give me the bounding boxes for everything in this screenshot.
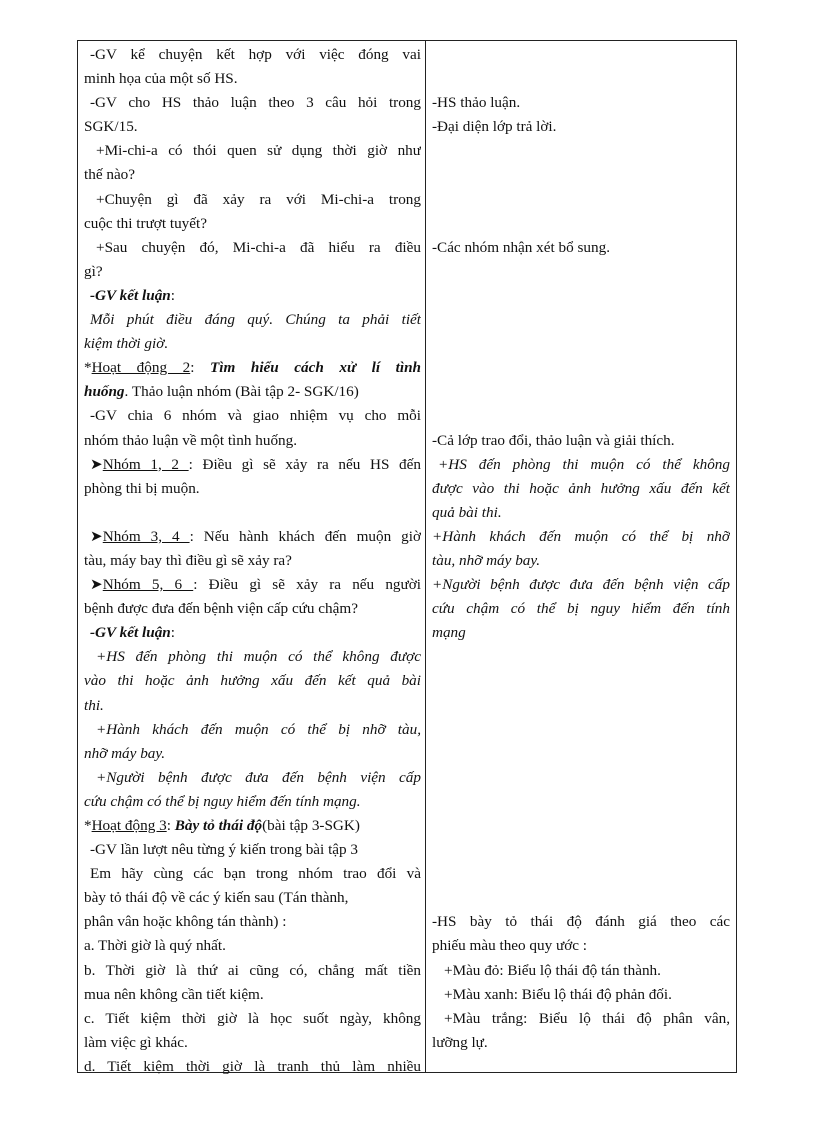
lesson-table bbox=[77, 40, 737, 1073]
blank-line bbox=[84, 501, 421, 525]
arrow-bullet-icon: ➤ bbox=[90, 527, 103, 545]
blank-line bbox=[432, 838, 730, 862]
text-line: -Đại diện lớp trả lời. bbox=[432, 118, 557, 136]
blank-line bbox=[432, 718, 730, 742]
text-line: +Màu đỏ: Biểu lộ thái độ tán thành. bbox=[444, 961, 661, 979]
group-question: : Điều gì sẽ xảy ra nếu HS đến bbox=[188, 455, 421, 473]
text-line: thi. bbox=[84, 696, 104, 714]
conclusion-heading bbox=[84, 284, 421, 308]
text-line: phòng thi bị muộn. bbox=[84, 479, 200, 497]
colon: : bbox=[170, 286, 175, 304]
blank-line bbox=[432, 886, 730, 910]
teacher-activities-column bbox=[78, 41, 426, 1075]
text-line: -HS bày tỏ thái độ đánh giá theo các bbox=[432, 913, 730, 931]
text-line: +Hành khách đến muộn có thể bị nhỡ tàu, bbox=[96, 720, 421, 738]
group-label: Nhóm 1, 2 bbox=[102, 455, 189, 473]
text-line: b. Thời giờ là thứ ai cũng có, chẳng mất tiền bbox=[84, 961, 421, 979]
colon: : bbox=[190, 359, 211, 377]
conclusion-label: -GV kết luận bbox=[90, 624, 171, 642]
activity-2-heading bbox=[84, 356, 421, 380]
text-line: kiệm thời giờ. bbox=[84, 335, 169, 353]
text-line: +Mi-chi-a có thói quen sử dụng thời giờ như bbox=[96, 142, 421, 160]
text-line: -Các nhóm nhận xét bổ sung. bbox=[432, 238, 611, 256]
text-line: phiếu màu theo quy ước : bbox=[432, 937, 588, 955]
blank-line bbox=[432, 284, 730, 308]
text-line: Em hãy cùng các bạn trong nhóm trao đổi và bbox=[90, 865, 421, 883]
activity-2-title: Tìm hiểu cách xử lí tình bbox=[210, 359, 421, 377]
text-line: -GV kể chuyện kết hợp với việc đóng vai bbox=[90, 46, 421, 63]
text-line: vào thi hoặc ảnh hưởng xấu đến kết quả bài bbox=[84, 672, 421, 690]
text-line: minh họa của một số HS. bbox=[84, 70, 238, 88]
text-line: +Màu trắng: Biểu lộ thái độ phân vân, bbox=[444, 1009, 730, 1027]
blank-line bbox=[432, 404, 730, 428]
text-line: +Người bệnh được đưa đến bệnh viện cấp bbox=[432, 576, 730, 594]
blank-line bbox=[432, 67, 730, 91]
text-line: -GV lần lượt nêu từng ý kiến trong bài tập 3 bbox=[90, 841, 359, 859]
text-line: +Màu xanh: Biểu lộ thái độ phản đối. bbox=[444, 985, 672, 1003]
asterisk: * bbox=[84, 359, 92, 377]
text-line: cứu chậm có thể bị nguy hiểm đến tính mạng. bbox=[84, 792, 361, 810]
asterisk: * bbox=[84, 817, 92, 834]
blank-line bbox=[432, 356, 730, 380]
text-line: mua nên không cần tiết kiệm. bbox=[84, 985, 264, 1003]
group-label: Nhóm 5, 6 bbox=[102, 576, 194, 594]
blank-line bbox=[432, 766, 730, 790]
text-line: nhỡ máy bay. bbox=[84, 744, 166, 762]
text-line: d. Tiết kiệm thời giờ là tranh thủ làm nhiều bbox=[84, 1057, 421, 1075]
text-line: làm việc gì khác. bbox=[84, 1033, 188, 1051]
text-line: SGK/15. bbox=[84, 118, 138, 136]
blank-line bbox=[432, 862, 730, 886]
text-line: +Hành khách đến muộn có thể bị nhỡ bbox=[432, 527, 730, 545]
text-line: bệnh được đưa đến bệnh viện cấp cứu chậm? bbox=[84, 600, 358, 618]
text-line: a. Thời giờ là quý nhất. bbox=[84, 937, 226, 955]
activity-3-desc: (bài tập 3-SGK) bbox=[262, 817, 360, 834]
text-line: cứu chậm có thể bị nguy hiểm đến tính bbox=[432, 600, 730, 618]
text-line: +HS đến phòng thi muộn có thể không bbox=[438, 455, 730, 473]
arrow-bullet-icon: ➤ bbox=[90, 455, 103, 473]
text-line: +HS đến phòng thi muộn có thể không được bbox=[96, 648, 421, 666]
group-5-6-line bbox=[84, 573, 421, 597]
group-3-4-line bbox=[84, 525, 421, 549]
colon: : bbox=[166, 817, 175, 834]
text-line: -GV cho HS thảo luận theo 3 câu hỏi trong bbox=[90, 94, 421, 112]
text-line: lưỡng lự. bbox=[432, 1033, 488, 1051]
conclusion-label: -GV kết luận bbox=[90, 286, 171, 304]
blank-line bbox=[432, 212, 730, 236]
activity-2-heading-cont bbox=[84, 380, 421, 404]
group-question: : Điều gì sẽ xảy ra nếu người bbox=[193, 576, 421, 594]
text-line: Mỗi phút điều đáng quý. Chúng ta phải tiết bbox=[90, 311, 421, 329]
text-line: tàu, máy bay thì điều gì sẽ xảy ra? bbox=[84, 551, 292, 569]
text-line: -Cả lớp trao đổi, thảo luận và giải thích. bbox=[432, 431, 675, 449]
text-line: +Người bệnh được đưa đến bệnh viện cấp bbox=[96, 768, 421, 786]
text-line: thế nào? bbox=[84, 166, 136, 184]
blank-line bbox=[432, 43, 730, 67]
text-line: tàu, nhỡ máy bay. bbox=[432, 551, 541, 569]
blank-line bbox=[432, 332, 730, 356]
activity-3-label: Hoạt động 3 bbox=[91, 817, 167, 834]
blank-line bbox=[432, 742, 730, 766]
activity-3-heading bbox=[84, 814, 421, 838]
blank-line bbox=[432, 163, 730, 187]
text-line: +Chuyện gì đã xảy ra với Mi-chi-a trong bbox=[96, 190, 421, 208]
colon: : bbox=[170, 624, 175, 642]
blank-line bbox=[432, 814, 730, 838]
text-line: mạng bbox=[432, 624, 466, 642]
group-1-2-line bbox=[84, 453, 421, 477]
text-line: bày tỏ thái độ về các ý kiến sau (Tán thành, bbox=[84, 889, 349, 907]
text-line: phân vân hoặc không tán thành) : bbox=[84, 913, 287, 931]
text-line: cuộc thi trượt tuyết? bbox=[84, 214, 207, 232]
activity-2-desc: . Thảo luận nhóm (Bài tập 2- SGK/16) bbox=[124, 383, 359, 401]
blank-line bbox=[432, 380, 730, 404]
text-line: gì? bbox=[84, 262, 103, 280]
blank-line bbox=[432, 260, 730, 284]
text-line: +Sau chuyện đó, Mi-chi-a đã hiểu ra điều bbox=[96, 238, 421, 256]
conclusion-heading bbox=[84, 621, 421, 645]
student-activities-column bbox=[426, 41, 736, 1072]
blank-line bbox=[432, 188, 730, 212]
activity-3-title: Bày tỏ thái độ bbox=[174, 817, 263, 834]
group-label: Nhóm 3, 4 bbox=[102, 527, 190, 545]
text-line: c. Tiết kiệm thời giờ là học suốt ngày, không bbox=[84, 1009, 421, 1027]
activity-2-label: Hoạt động 2 bbox=[91, 359, 191, 377]
blank-line bbox=[432, 694, 730, 718]
text-line: -HS thảo luận. bbox=[432, 94, 521, 112]
blank-line bbox=[432, 139, 730, 163]
arrow-bullet-icon: ➤ bbox=[90, 576, 103, 594]
text-line: quả bài thi. bbox=[432, 503, 502, 521]
activity-2-title-cont: huống bbox=[84, 383, 125, 401]
blank-line bbox=[432, 308, 730, 332]
group-question: : Nếu hành khách đến muộn giờ bbox=[189, 527, 421, 545]
blank-line bbox=[432, 669, 730, 693]
blank-line bbox=[432, 645, 730, 669]
text-line: nhóm thảo luận về một tình huống. bbox=[84, 431, 298, 449]
text-line: được vào thi hoặc ảnh hưởng xấu đến kết bbox=[432, 479, 730, 497]
blank-line bbox=[432, 790, 730, 814]
text-line: -GV chia 6 nhóm và giao nhiệm vụ cho mỗi bbox=[90, 407, 421, 425]
